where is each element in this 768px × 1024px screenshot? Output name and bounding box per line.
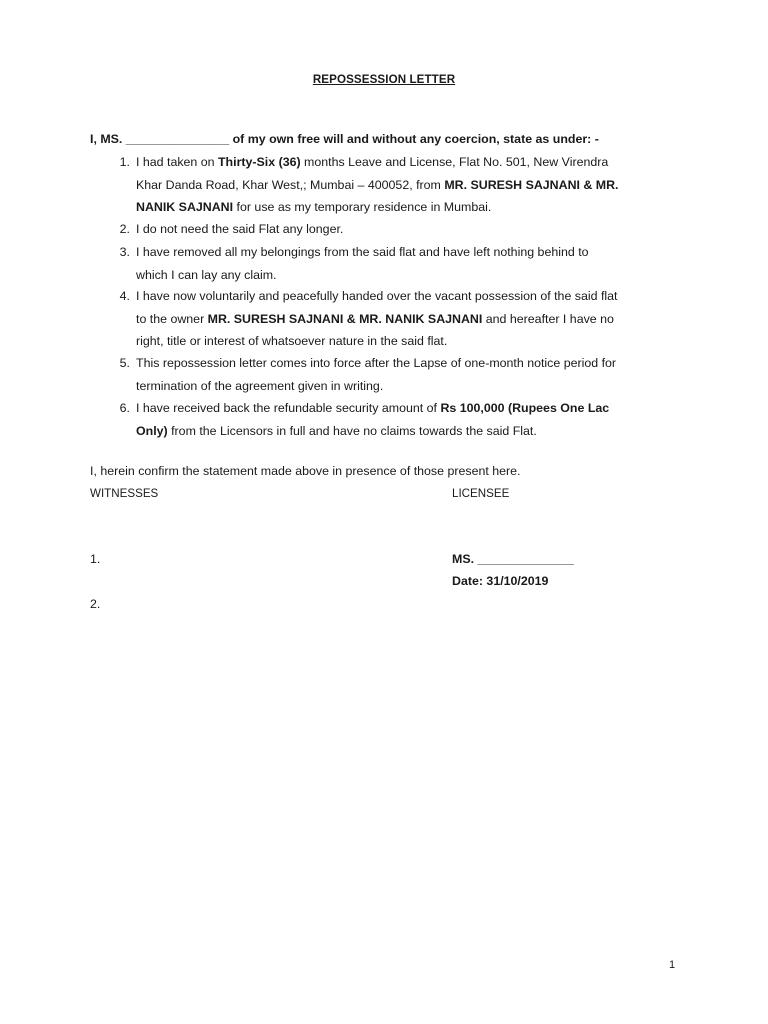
list-item-4	[114, 285, 684, 353]
witness-1: 1.	[90, 552, 101, 566]
list-number: 6.	[119, 401, 130, 415]
list-item-3	[114, 241, 684, 286]
text-line: right, title or interest of whatsoever nature in the said flat.	[136, 334, 448, 348]
text-line: which I can lay any claim.	[136, 267, 277, 282]
intro-statement: I, MS. _______________ of my own free will and without any coercion, state as under: -	[90, 132, 599, 146]
text-line: termination of the agreement given in writing.	[136, 378, 384, 393]
licensee-label: LICENSEE	[452, 487, 510, 500]
witness-2: 2.	[90, 597, 101, 611]
licensee-signature-line: MS. ______________	[452, 552, 574, 566]
list-number: 4.	[119, 289, 130, 303]
text-line: I have now voluntarily and peacefully handed over the vacant possession of the said flat	[136, 289, 618, 303]
text-line	[136, 151, 684, 174]
list-number: 3.	[119, 245, 130, 259]
list-number: 5.	[119, 356, 130, 370]
bold-span: Thirty-Six (36)	[217, 155, 301, 169]
text-span: months Leave and License, Flat No. 501, New Virendra	[300, 155, 609, 169]
text-span: Khar Danda Road, Khar West,; Mumbai – 400052, from	[136, 177, 445, 192]
text-span: I had taken on	[136, 155, 218, 169]
text-span: from the Licensors in full and have no claims towards the said Flat.	[167, 423, 537, 438]
bold-span: MR. SURESH SAJNANI & MR.	[444, 177, 619, 192]
text-line	[136, 308, 684, 331]
confirmation-statement: I, herein confirm the statement made above in presence of those present here.	[90, 464, 521, 478]
bold-span: NANIK SAJNANI	[136, 200, 234, 214]
list-item-2	[114, 218, 684, 241]
text-span: and hereafter I have no	[482, 311, 614, 326]
text-line	[136, 174, 684, 197]
date: Date: 31/10/2019	[452, 574, 549, 588]
bold-span: Rs 100,000 (Rupees One Lac	[440, 401, 610, 415]
witnesses-label: WITNESSES	[90, 487, 159, 500]
text-line	[136, 420, 684, 443]
text-line: I do not need the said Flat any longer.	[136, 222, 344, 236]
text-span: I have received back the refundable security amount of	[136, 401, 441, 415]
list-number: 2.	[119, 222, 130, 236]
text-line: I have removed all my belongings from the said flat and have left nothing behind to	[136, 245, 589, 259]
list-item-6	[114, 397, 684, 442]
text-span: to the owner	[136, 311, 208, 326]
text-span: for use as my temporary residence in Mumbai.	[233, 200, 492, 214]
list-item-1	[114, 151, 684, 219]
bold-span: Only)	[136, 423, 168, 438]
list-item-5	[114, 352, 684, 397]
text-line	[136, 397, 684, 420]
text-line: This repossession letter comes into force after the Lapse of one-month notice period for	[136, 356, 617, 370]
document-title: REPOSSESSION LETTER	[312, 73, 456, 86]
text-line	[136, 196, 684, 219]
page-number: 1	[669, 959, 676, 971]
bold-span: MR. SURESH SAJNANI & MR. NANIK SAJNANI	[207, 311, 483, 326]
list-number: 1.	[119, 155, 130, 169]
